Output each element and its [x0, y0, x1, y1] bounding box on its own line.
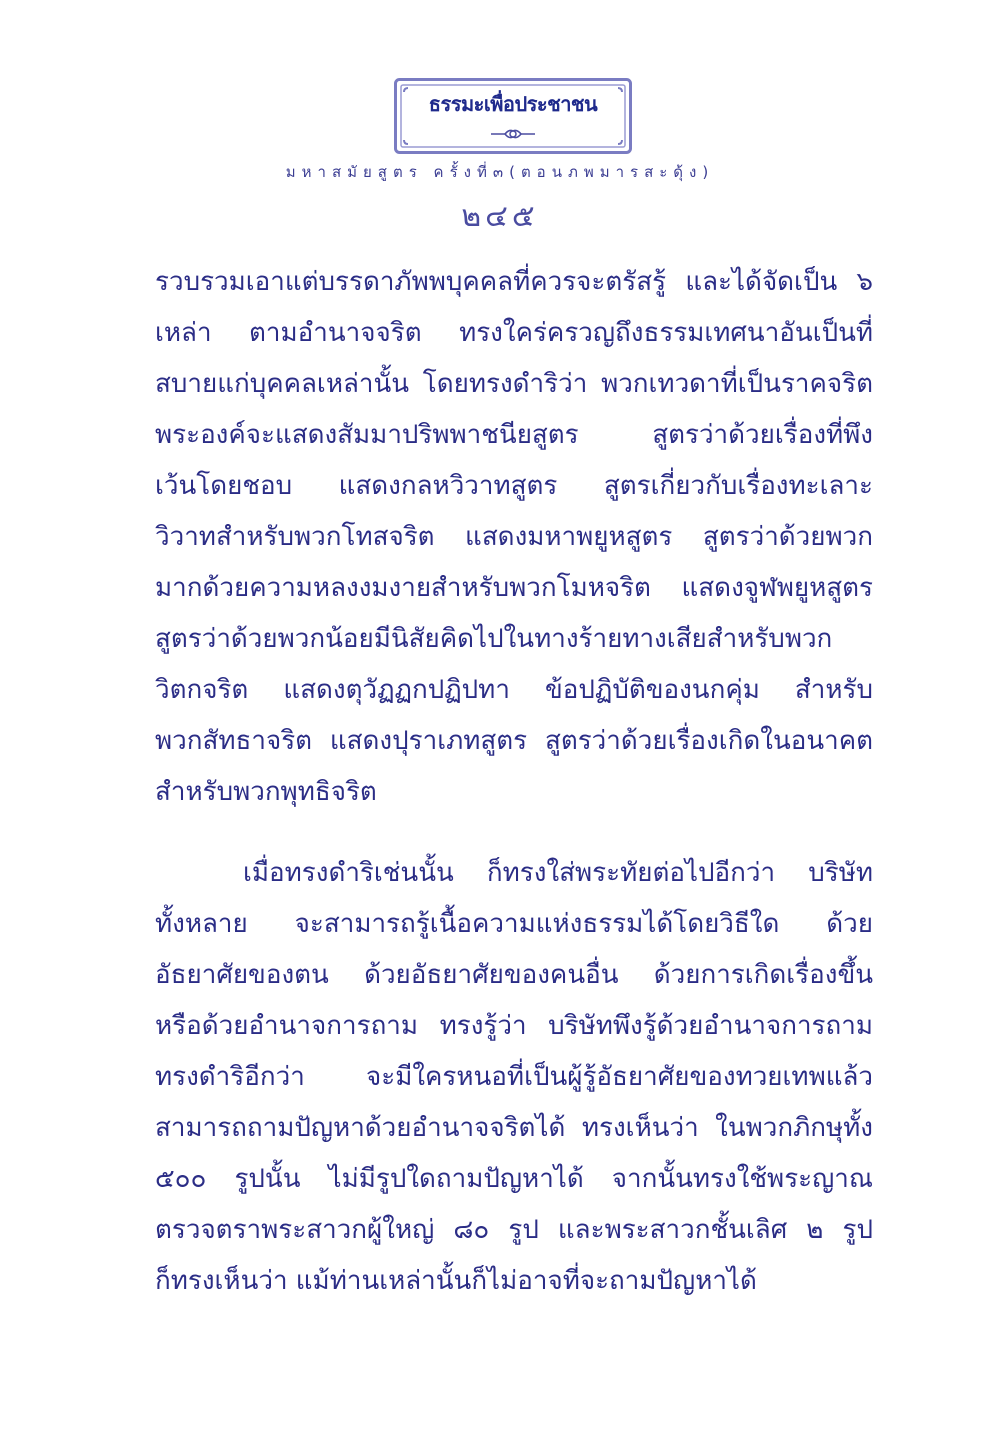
text-line: เมื่อทรงดำริเช่นนั้น ก็ทรงใส่พระทัยต่อไปอีกว่า บริษัท [243, 858, 873, 888]
text-line: วิวาทสำหรับพวกโทสจริต แสดงมหาพยูหสูตร สูตรว่าด้วยพวก [155, 522, 873, 552]
paragraph-1 [155, 257, 873, 818]
paragraph-2 [155, 848, 873, 1307]
text-line: รวบรวมเอาแต่บรรดาภัพพบุคคลที่ควรจะตรัสรู้ และได้จัดเป็น ๖ [155, 267, 873, 297]
header-logo [394, 78, 632, 154]
text-line: สูตรว่าด้วยพวกน้อยมีนิสัยคิดไปในทางร้ายทางเสียสำหรับพวก [155, 624, 833, 654]
text-line: ตรวจตราพระสาวกผู้ใหญ่ ๘๐ รูป และพระสาวกชั้นเลิศ ๒ รูป [155, 1215, 873, 1245]
text-line: สบายแก่บุคคลเหล่านั้น โดยทรงดำริว่า พวกเทวดาที่เป็นราคจริต [155, 369, 873, 399]
text-line: เหล่า ตามอำนาจจริต ทรงใคร่ครวญถึงธรรมเทศนาอันเป็นที่ [155, 318, 873, 348]
text-line: ก็ทรงเห็นว่า แม้ท่านเหล่านั้นก็ไม่อาจที่จะถามปัญหาได้ [155, 1266, 757, 1296]
text-line: พระองค์จะแสดงสัมมาปริพพาชนียสูตร สูตรว่าด้วยเรื่องที่พึง [155, 420, 873, 450]
logo-text: ธรรมะเพื่อประชาชน [428, 92, 598, 116]
text-line: ทรงดำริอีกว่า จะมีใครหนอที่เป็นผู้รู้อัธยาศัยของทวยเทพแล้ว [155, 1062, 873, 1092]
text-line: พวกสัทธาจริต แสดงปุราเภทสูตร สูตรว่าด้วยเรื่องเกิดในอนาคต [155, 726, 873, 756]
text-line: ๕๐๐ รูปนั้น ไม่มีรูปใดถามปัญหาได้ จากนั้นทรงใช้พระญาณ [155, 1164, 873, 1194]
text-line: สามารถถามปัญหาด้วยอำนาจจริตได้ ทรงเห็นว่า ในพวกภิกษุทั้ง [155, 1113, 873, 1143]
text-line: ทั้งหลาย จะสามารถรู้เนื้อความแห่งธรรมได้โดยวิธีใด ด้วย [155, 909, 873, 939]
text-line: เว้นโดยชอบ แสดงกลหวิวาทสูตร สูตรเกี่ยวกับเรื่องทะเลาะ [155, 471, 873, 501]
text-line: อัธยาศัยของตน ด้วยอัธยาศัยของคนอื่น ด้วยการเกิดเรื่องขึ้น [155, 960, 873, 990]
text-line: หรือด้วยอำนาจการถาม ทรงรู้ว่า บริษัทพึงรู้ด้วยอำนาจการถาม [155, 1011, 873, 1041]
text-line: มากด้วยความหลงงมงายสำหรับพวกโมหจริต แสดงจูฬพยูหสูตร [155, 573, 873, 603]
chapter-subtitle: มหาสมัยสูตร ครั้งที่๓(ตอนภพมารสะดุ้ง) [285, 163, 715, 181]
page-number: ๒๔๕ [461, 199, 539, 234]
text-line: วิตกจริต แสดงตุวัฏฏกปฏิปทา ข้อปฏิบัติของนกคุ่ม สำหรับ [155, 675, 873, 705]
text-line: สำหรับพวกพุทธิจริต [155, 777, 377, 807]
